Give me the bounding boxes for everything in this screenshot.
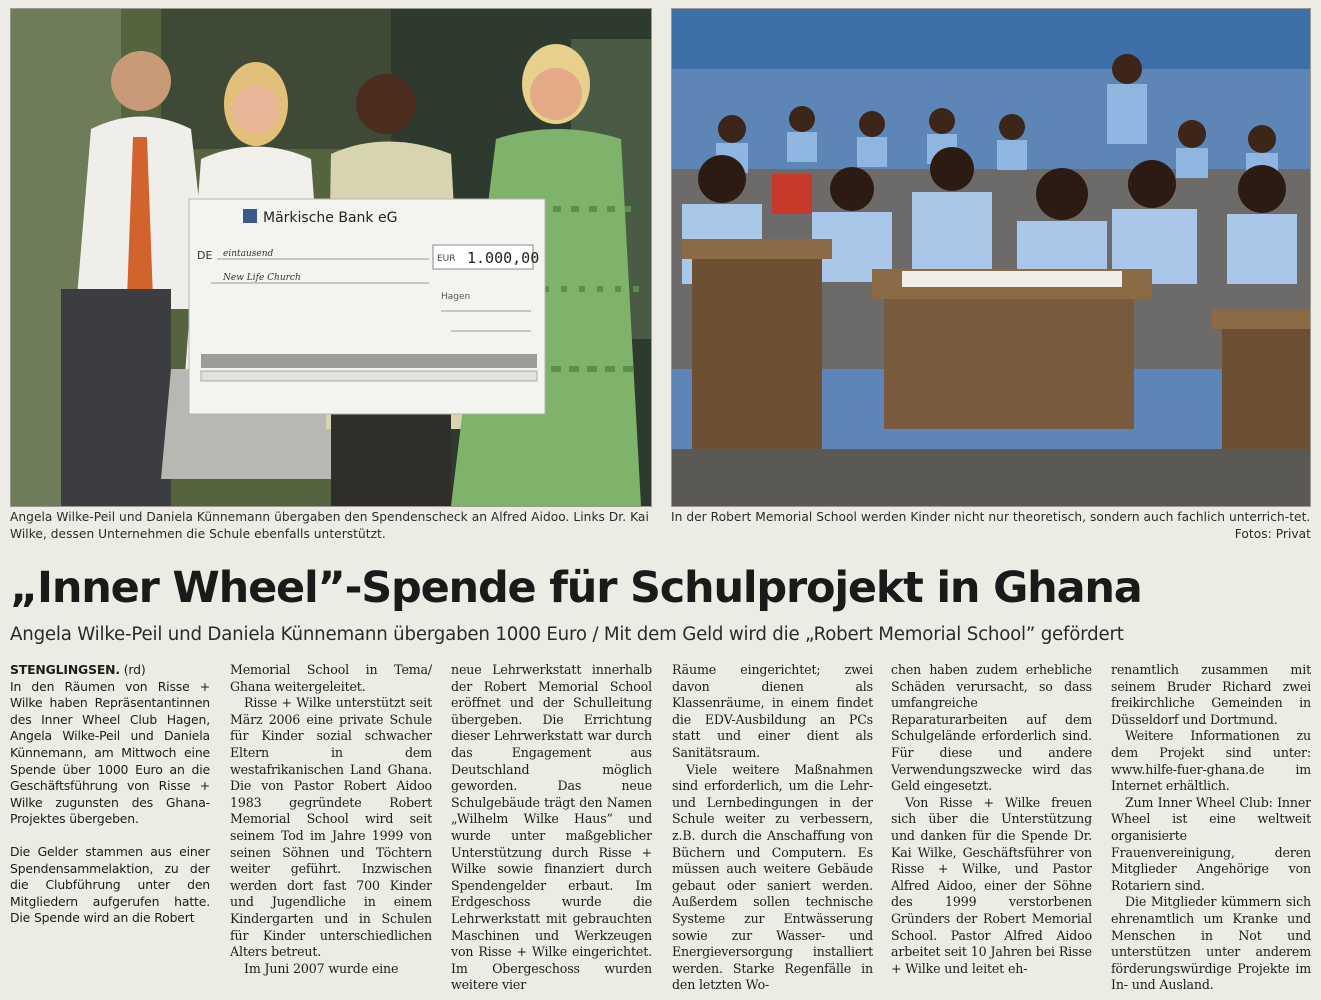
article-column-5	[891, 662, 1092, 998]
article-paragraph: Weitere Informationen zu dem Projekt sind unter: www.hilfe-fuer-ghana.de im Internet erhältlich.	[1111, 728, 1311, 794]
article-paragraph: neue Lehrwerkstatt innerhalb der Robert Memorial School eröffnet und der Schulleitung übergeben. Die Errichtung dieser Lehrwerkstatt war durch das Engagement aus Deutschland möglich geworden. Das neue Schulgebäude trägt den Namen „Wilhelm Wilke Haus” und wurde unter maßgeblicher Unterstützung durch Risse + Wilke sowie finanziert durch Spendengelder erbaut. Im Erdgeschoss wurde die Lehrwerkstatt mit gebrauchten Maschinen und Werkzeugen von Risse + Wilke eingerichtet. Im Obergeschoss wurden weitere vier	[451, 662, 652, 993]
cheque-bank-name: Märkische Bank eG	[263, 210, 398, 226]
article-paragraph: Viele weitere Maßnahmen sind erforderlich, um die Lehr- und Lernbedingungen in der Schule weiter zu verbessern, z.B. durch die Anschaffung von Büchern und Computern. Es müssen auch weitere Gebäude gebaut oder saniert werden. Außerdem sollen technische Systeme zur Entwässerung sowie zur Wasser- und Energieversorgung installiert werden. Starke Regenfälle in den letzten Wo-	[672, 761, 873, 993]
article-column-1	[10, 662, 210, 998]
photo-cheque-handover	[10, 8, 652, 507]
cheque-prefix: DE	[197, 249, 213, 262]
classroom-illustration	[672, 9, 1310, 506]
article-byline: (rd)	[119, 662, 146, 677]
cheque-amount-words: eintausend	[223, 249, 274, 259]
article-subheadline: Angela Wilke-Peil und Daniela Künnemann übergaben 1000 Euro / Mit dem Geld wird die „Robert Memorial School” gefördert	[10, 624, 1124, 645]
article-column-6	[1111, 662, 1311, 998]
article-paragraph: In den Räumen von Risse + Wilke haben Repräsentantinnen des Inner Wheel Club Hagen, Angela Wilke-Peil und Daniela Künnemann, am Mittwoch eine Spende über 1000 Euro an die Geschäftsführung von Risse + Wilke zugunsten des Ghana-Projektes übergeben.	[10, 678, 210, 827]
article-dateline: STENGLINGSEN.	[10, 662, 120, 677]
article-paragraph: Die Mitglieder kümmern sich ehrenamtlich um Kranke und Menschen in Not und unterstützen unter anderem förderungswürdige Projekte im In- und Ausland.	[1111, 894, 1311, 993]
cheque-payee: New Life Church	[223, 273, 301, 283]
article-paragraph: Von Risse + Wilke freuen sich über die Unterstützung und danken für die Spende Dr. Kai Wilke, Geschäftsführer von Risse + Wilke, und Pastor Alfred Aidoo, einer der Söhne des 1999 verstorbenen Gründers der Robert Memorial School. Pastor Alfred Aidoo arbeitet seit 10 Jahren bei Risse + Wilke und leitet eh-	[891, 794, 1092, 976]
article-paragraph: Zum Inner Wheel Club: Inner Wheel ist eine weltweit organisierte Frauenvereinigung, deren Mitglieder Angehörige von Rotariern sind.	[1111, 794, 1311, 893]
cheque-handover-illustration	[11, 9, 651, 506]
article-paragraph: Im Juni 2007 wurde eine	[244, 960, 399, 976]
photo-caption-left: Angela Wilke-Peil und Daniela Künnemann übergaben den Spendenscheck an Alfred Aidoo. Links Dr. Kai Wilke, dessen Unternehmen die Schule ebenfalls unterstützt.	[10, 510, 649, 541]
article-paragraph: Memorial School in Tema/ Ghana weitergeleitet.	[230, 662, 432, 694]
article-column-4	[672, 662, 873, 998]
photo-classroom	[671, 8, 1311, 507]
photo-credit: Fotos: Privat	[1234, 527, 1311, 541]
article-headline: „Inner Wheel”-Spende für Schulprojekt in Ghana	[10, 563, 1142, 613]
article-paragraph: Räume eingerichtet; zwei davon dienen als Klassenräume, in einem findet die EDV-Ausbildung an PCs statt und einer dient als Sanitätsraum.	[672, 662, 873, 760]
cheque-amount: 1.000,00	[467, 249, 540, 267]
photo-caption-right-text: In der Robert Memorial School werden Kinder nicht nur theoretisch, sondern auch fachlich unterrich-tet.	[671, 510, 1311, 524]
article-column-2	[230, 662, 432, 998]
article-column-3	[451, 662, 652, 998]
article-paragraph: chen haben zudem erhebliche Schäden verursacht, so dass umfangreiche Reparaturarbeiten auf dem Schulgelände erforderlich sind. Für diese und andere Verwendungszwecke wird das Geld eingesetzt.	[891, 662, 1092, 794]
cheque-currency: EUR	[437, 254, 456, 264]
photo-caption-right	[671, 509, 1311, 543]
cheque-place: Hagen	[441, 292, 471, 302]
article-paragraph: Risse + Wilke unterstützt seit März 2006 eine private Schule für Kinder sozial schwacher Eltern in dem westafrikanischen Land Ghana. Die von Pastor Robert Aidoo 1983 gegründete Robert Memorial School wird seit seinem Tod im Jahre 1999 von seinen Söhnen und Töchtern weiter geführt. Inzwischen werden dort fast 700 Kinder und Jugendliche in einem Kindergarten und in Schulen für Kinder unterschiedlichen Alters betreut.	[230, 695, 432, 960]
cheque	[189, 199, 545, 414]
article-paragraph: Die Gelder stammen aus einer Spendensammelaktion, zu der die Clubführung unter den Mitgliedern aufgerufen hatte. Die Spende wird an die Robert	[10, 843, 210, 926]
article-paragraph: renamtlich zusammen mit seinem Bruder Richard zwei freikirchliche Gemeinden in Düsseldorf und Dortmund.	[1111, 662, 1311, 727]
article-paragraph	[10, 662, 210, 679]
